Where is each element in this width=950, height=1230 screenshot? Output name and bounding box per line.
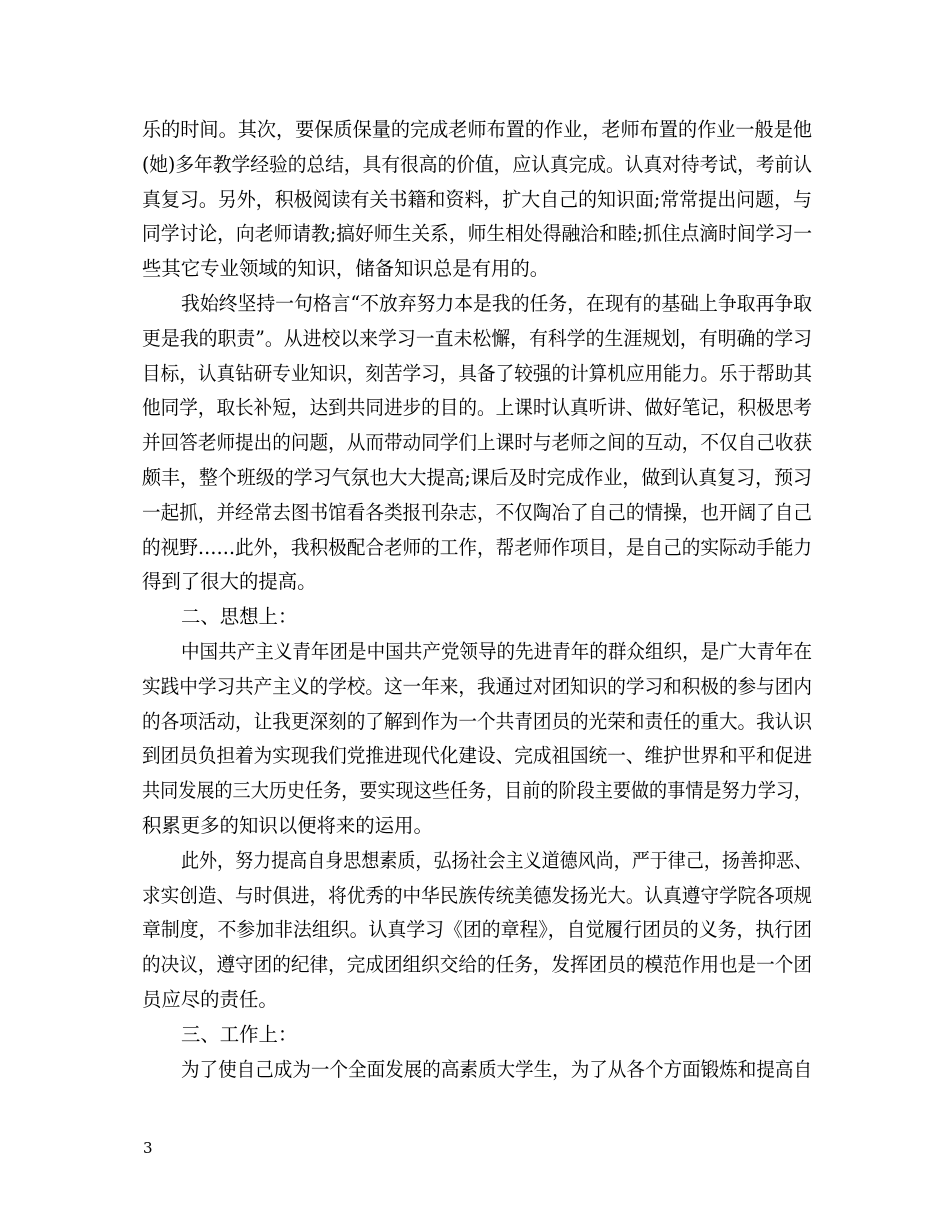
text-line: 目标，认真钻研专业知识，刻苦学习，具备了较强的计算机应用能力。乐于帮助其 xyxy=(142,361,813,385)
text-line: 共同发展的三大历史任务，要实现这些任务，目前的阶段主要做的事情是努力学习， xyxy=(142,779,813,803)
text-line: 乐的时间。其次，要保质保量的完成老师布置的作业，老师布置的作业一般是他 xyxy=(142,118,812,141)
text-line: 我始终坚持一句格言“不放弃努力本是我的任务，在现有的基础上争取再争取 xyxy=(181,291,812,315)
text-line: 章制度，不参加非法组织。认真学习《团的章程》，自觉履行团员的义务，执行团 xyxy=(142,918,812,942)
text-line: 到团员负担着为实现我们党推进现代化建设、完成祖国统一、维护世界和平和促进 xyxy=(142,744,813,768)
text-line: 三、工作上： xyxy=(181,1022,298,1046)
text-line: (她)多年教学经验的总结，具有很高的价值，应认真完成。认真对待考试，考前认 xyxy=(142,152,813,176)
text-line: 求实创造、与时俱进，将优秀的中华民族传统美德发扬光大。认真遵守学院各项规 xyxy=(142,883,813,907)
text-line: 颇丰，整个班级的学习气氛也大大提高;课后及时完成作业，做到认真复习，预习 xyxy=(142,465,813,489)
text-line: 实践中学习共产主义的学校。这一年来，我通过对团知识的学习和积极的参与团内 xyxy=(142,674,813,698)
text-line: 二、思想上： xyxy=(181,605,298,629)
text-line: 积累更多的知识以便将来的运用。 xyxy=(142,813,433,837)
text-line: 更是我的职责”。从进校以来学习一直未松懈，有科学的生涯规划，有明确的学习 xyxy=(142,326,813,350)
page-number: 3 xyxy=(143,1139,153,1157)
text-line: 得到了很大的提高。 xyxy=(142,570,317,594)
text-line: 的视野……此外，我积极配合老师的工作，帮老师作项目，是自己的实际动手能力 xyxy=(142,535,813,559)
text-line: 他同学，取长补短，达到共同进步的目的。上课时认真听讲、做好笔记，积极思考 xyxy=(142,396,813,420)
text-line: 些其它专业领域的知识，储备知识总是有用的。 xyxy=(142,257,550,281)
text-line: 真复习。另外，积极阅读有关书籍和资料，扩大自己的知识面;常常提出问题，与 xyxy=(142,187,813,211)
text-line: 并回答老师提出的问题，从而带动同学们上课时与老师之间的互动，不仅自己收获 xyxy=(142,431,813,455)
text-line: 此外，努力提高自身思想素质，弘扬社会主义道德风尚，严于律己，扬善抑恶、 xyxy=(181,848,813,872)
text-line: 中国共产主义青年团是中国共产党领导的先进青年的群众组织，是广大青年在 xyxy=(181,639,812,663)
text-line: 的决议，遵守团的纪律，完成团组织交给的任务，发挥团员的模范作用也是一个团 xyxy=(142,953,813,977)
document-body xyxy=(142,113,812,1087)
text-line: 同学讨论，向老师请教;搞好师生关系，师生相处得融洽和睦;抓住点滴时间学习一 xyxy=(142,222,813,246)
text-line: 员应尽的责任。 xyxy=(142,987,278,1011)
text-line: 的各项活动，让我更深刻的了解到作为一个共青团员的光荣和责任的重大。我认识 xyxy=(142,709,813,733)
text-line: 一起抓，并经常去图书馆看各类报刊杂志，不仅陶冶了自己的情操，也开阔了自己 xyxy=(142,500,813,524)
text-line: 为了使自己成为一个全面发展的高素质大学生，为了从各个方面锻炼和提高自 xyxy=(181,1057,812,1081)
